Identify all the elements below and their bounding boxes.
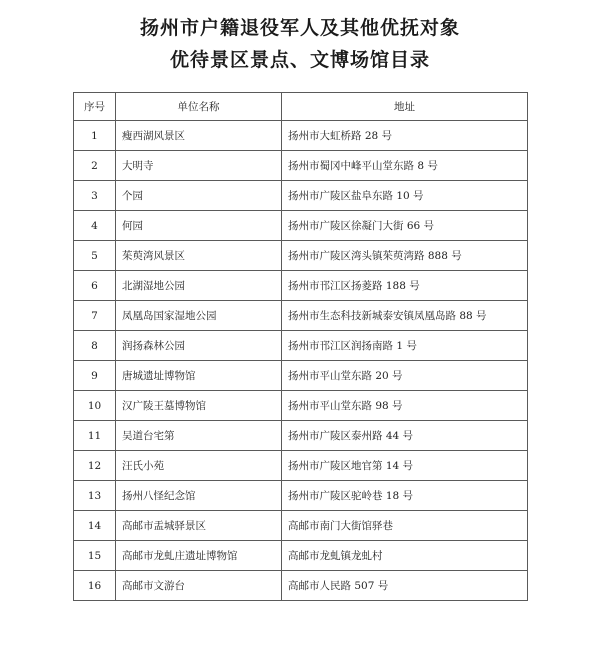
row-serial-number: 10: [74, 391, 116, 421]
row-unit-name: 高邮市盂城驿景区: [116, 511, 282, 541]
row-address: 扬州市大虹桥路 28 号: [282, 121, 528, 151]
document-title-line2: 优待景区景点、文博场馆目录: [169, 49, 430, 71]
row-unit-name: 大明寺: [116, 151, 282, 181]
row-unit-name: 个园: [116, 181, 282, 211]
header-unit-name: 单位名称: [116, 93, 282, 121]
row-unit-name: 高邮市龙虬庄遗址博物馆: [116, 541, 282, 571]
table-row: [74, 241, 528, 271]
row-address: 扬州市广陵区盐阜东路 10 号: [282, 181, 528, 211]
row-unit-name: 润扬森林公园: [116, 331, 282, 361]
row-address: 扬州市蜀冈中峰平山堂东路 8 号: [282, 151, 528, 181]
row-unit-name: 唐城遗址博物馆: [116, 361, 282, 391]
table-row: [74, 361, 528, 391]
row-serial-number: 14: [74, 511, 116, 541]
row-address: 扬州市平山堂东路 98 号: [282, 391, 528, 421]
row-address: 扬州市广陵区地官第 14 号: [282, 451, 528, 481]
row-unit-name: 吴道台宅第: [116, 421, 282, 451]
table-row: [74, 451, 528, 481]
document-title-line1: 扬州市户籍退役军人及其他优抚对象: [139, 17, 460, 39]
table-row: [74, 151, 528, 181]
table-row: [74, 331, 528, 361]
table-row: [74, 271, 528, 301]
header-serial-number: 序号: [74, 93, 116, 121]
row-unit-name: 茱萸湾风景区: [116, 241, 282, 271]
row-serial-number: 1: [74, 121, 116, 151]
table-header-row: [74, 93, 528, 121]
row-serial-number: 15: [74, 541, 116, 571]
table-row: [74, 301, 528, 331]
row-serial-number: 13: [74, 481, 116, 511]
row-serial-number: 4: [74, 211, 116, 241]
row-unit-name: 汪氏小苑: [116, 451, 282, 481]
row-serial-number: 16: [74, 571, 116, 601]
table-row: [74, 511, 528, 541]
row-address: 扬州市生态科技新城泰安镇凤凰岛路 88 号: [282, 301, 528, 331]
row-address: 扬州市邗江区扬菱路 188 号: [282, 271, 528, 301]
row-unit-name: 瘦西湖风景区: [116, 121, 282, 151]
row-address: 高邮市南门大街馆驿巷: [282, 511, 528, 541]
table-row: [74, 391, 528, 421]
table-row: [74, 571, 528, 601]
table-row: [74, 421, 528, 451]
row-serial-number: 11: [74, 421, 116, 451]
table-row: [74, 121, 528, 151]
table-row: [74, 541, 528, 571]
row-unit-name: 高邮市文游台: [116, 571, 282, 601]
header-address: 地址: [282, 93, 528, 121]
row-serial-number: 5: [74, 241, 116, 271]
table-row: [74, 181, 528, 211]
row-serial-number: 9: [74, 361, 116, 391]
row-serial-number: 6: [74, 271, 116, 301]
row-address: 扬州市广陵区湾头镇茱萸湾路 888 号: [282, 241, 528, 271]
row-address: 高邮市人民路 507 号: [282, 571, 528, 601]
row-unit-name: 凤凰岛国家湿地公园: [116, 301, 282, 331]
row-unit-name: 何园: [116, 211, 282, 241]
row-serial-number: 12: [74, 451, 116, 481]
row-address: 扬州市广陵区泰州路 44 号: [282, 421, 528, 451]
row-unit-name: 汉广陵王墓博物馆: [116, 391, 282, 421]
row-unit-name: 北湖湿地公园: [116, 271, 282, 301]
row-address: 扬州市广陵区徐凝门大街 66 号: [282, 211, 528, 241]
row-address: 扬州市平山堂东路 20 号: [282, 361, 528, 391]
row-serial-number: 7: [74, 301, 116, 331]
row-address: 扬州市邗江区润扬南路 1 号: [282, 331, 528, 361]
table-row: [74, 481, 528, 511]
table-row: [74, 211, 528, 241]
directory-table: [73, 92, 528, 601]
row-address: 高邮市龙虬镇龙虬村: [282, 541, 528, 571]
row-serial-number: 2: [74, 151, 116, 181]
row-unit-name: 扬州八怪纪念馆: [116, 481, 282, 511]
row-address: 扬州市广陵区驼岭巷 18 号: [282, 481, 528, 511]
row-serial-number: 3: [74, 181, 116, 211]
row-serial-number: 8: [74, 331, 116, 361]
